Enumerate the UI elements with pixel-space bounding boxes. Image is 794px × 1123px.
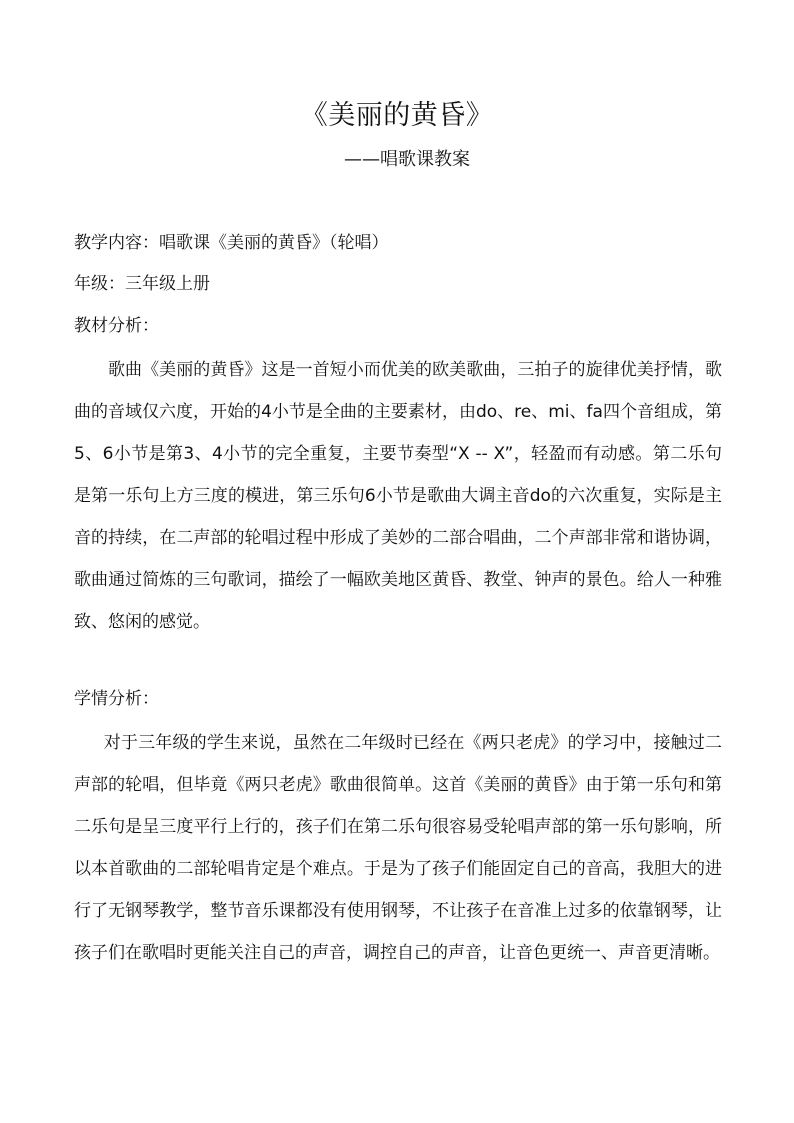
student-analysis-heading: 学情分析：: [74, 689, 159, 709]
grade-line: 年级：三年级上册: [74, 274, 210, 294]
material-analysis-paragraph: 歌曲《美丽的黄昏》这是一首短小而优美的欧美歌曲，三拍子的旋律优美抒情，歌曲的音域仅六度，开始的4小节是全曲的主要素材，由do、re、mi、fa四个音组成，第5、6小节是第3、4小节的完全重复，主要节奏型“X -- X”，轻盈而有动感。第二乐句是第一乐句上方三度的模进，第三乐句6小节是歌曲大调主音do的六次重复，实际是主音的持续，在二声部的轮唱过程中形成了美妙的二部合唱曲，二个声部非常和谐协调，歌曲通过简炼的三句歌词，描绘了一幅欧美地区黄昏、教堂、钟声的景色。给人一种雅致、悠闲的感觉。: [74, 360, 722, 632]
document-title: 《美丽的黄昏》: [300, 100, 494, 131]
student-analysis-paragraph: 对于三年级的学生来说，虽然在二年级时已经在《两只老虎》的学习中，接触过二声部的轮唱，但毕竟《两只老虎》歌曲很简单。这首《美丽的黄昏》由于第一乐句和第二乐句是呈三度平行上行的，孩子们在第二乐句很容易受轮唱声部的第一乐句影响，所以本首歌曲的二部轮唱肯定是个难点。于是为了孩子们能固定自己的音高，我胆大的进行了无钢琴教学，整节音乐课都没有使用钢琴，不让孩子在音准上过多的依靠钢琴，让孩子们在歌唱时更能关注自己的声音，调控自己的声音，让音色更统一、声音更清晰。: [74, 733, 722, 963]
material-analysis-heading: 教材分析：: [74, 316, 159, 336]
teaching-content-line: 教学内容：唱歌课《美丽的黄昏》（轮唱）: [74, 233, 389, 253]
document-subtitle: ——唱歌课教案: [344, 149, 470, 170]
